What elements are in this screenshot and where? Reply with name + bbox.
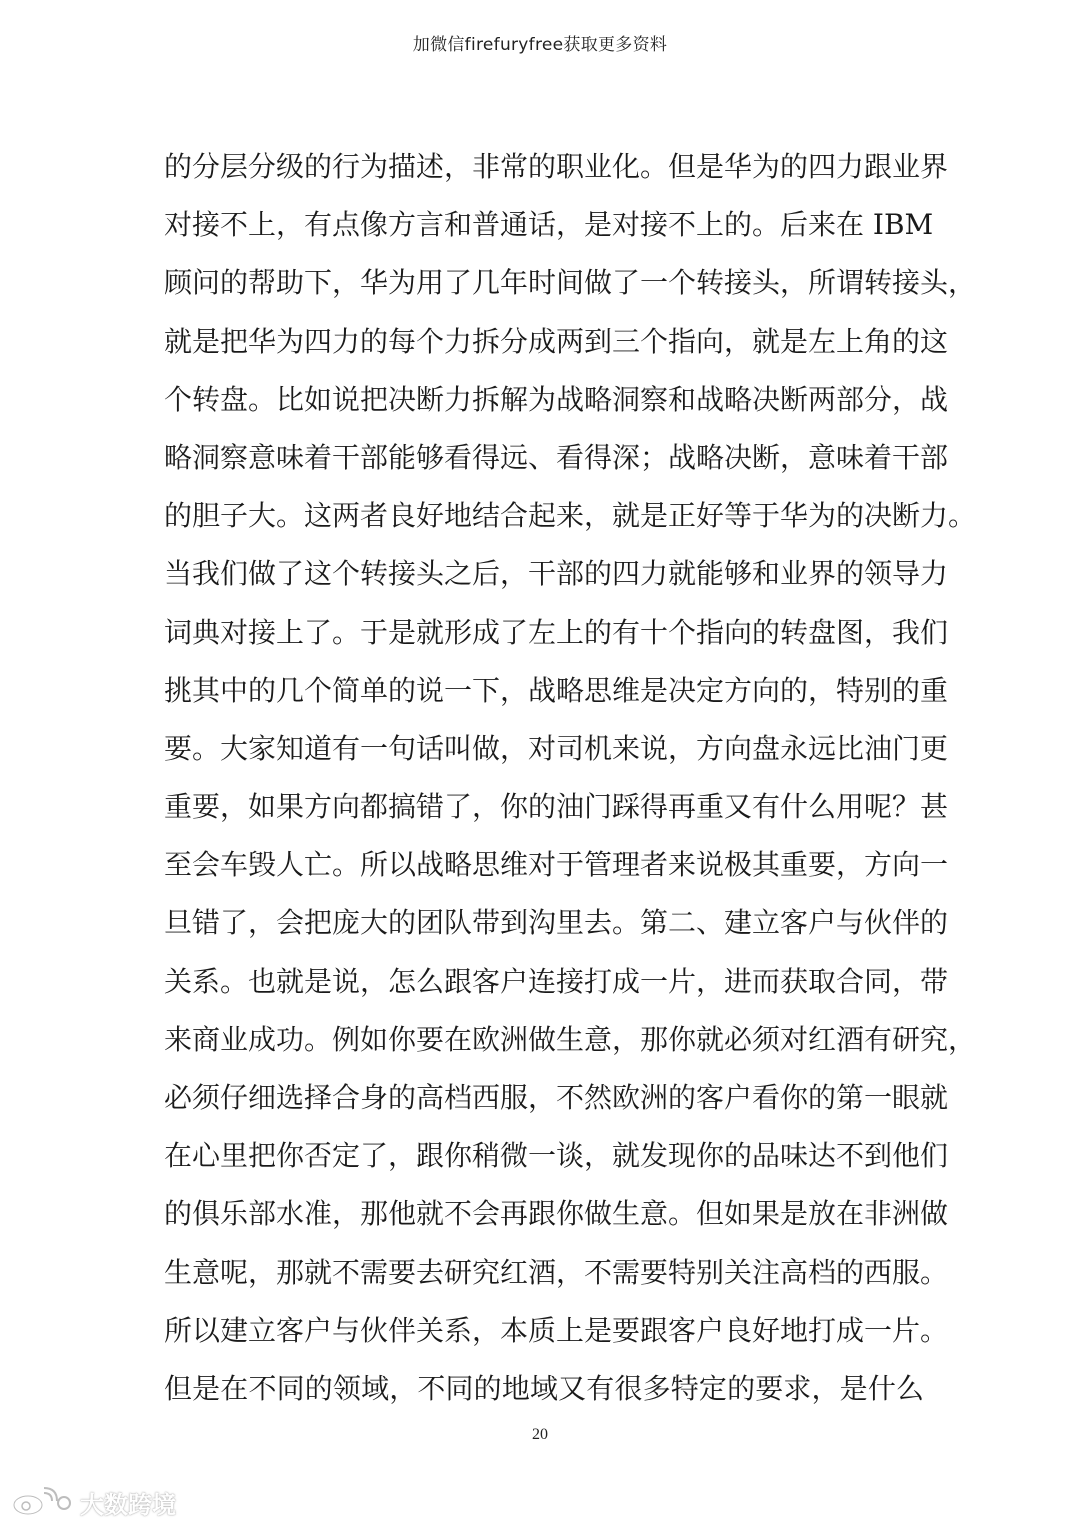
text-line: 生意呢，那就不需要去研究红酒，不需要特别关注高档的西服。 (164, 1255, 949, 1289)
text-line: 重要，如果方向都搞错了，你的油门踩得再重又有什么用呢？甚 (164, 790, 949, 824)
weibo-logo-icon (10, 1487, 74, 1517)
text-line: 要。大家知道有一句话叫做，对司机来说，方向盘永远比油门更 (164, 731, 949, 765)
watermark (10, 1484, 176, 1520)
page-number: 20 (532, 1426, 548, 1443)
text-line: 但是在不同的领域，不同的地域又有很多特定的要求，是什么 (164, 1371, 924, 1405)
text-line: 所以建立客户与伙伴关系，本质上是要跟客户良好地打成一片。 (164, 1313, 949, 1347)
text-line: 的俱乐部水准，那他就不会再跟你做生意。但如果是放在非洲做 (164, 1197, 949, 1231)
text-line: 略洞察意味着干部能够看得远、看得深；战略决断，意味着干部 (164, 440, 949, 474)
body-text (164, 138, 977, 1418)
text-line: 对接不上，有点像方言和普通话，是对接不上的。后来在 IBM (164, 208, 934, 242)
text-line: 旦错了，会把庞大的团队带到沟里去。第二、建立客户与伙伴的 (164, 906, 949, 940)
text-line: 当我们做了这个转接头之后，干部的四力就能够和业界的领导力 (164, 557, 949, 591)
text-line: 挑其中的几个简单的说一下，战略思维是决定方向的，特别的重 (164, 673, 949, 707)
text-line: 必须仔细选择合身的高档西服，不然欧洲的客户看你的第一眼就 (164, 1081, 949, 1114)
text-line: 的分层分级的行为描述，非常的职业化。但是华为的四力跟业界 (164, 150, 949, 183)
text-line: 在心里把你否定了，跟你稍微一谈，就发现你的品味达不到他们 (164, 1139, 949, 1173)
text-line: 个转盘。比如说把决断力拆解为战略洞察和战略决断两部分，战 (164, 382, 949, 416)
text-line: 的胆子大。这两者良好地结合起来，就是正好等于华为的决断力。 (164, 499, 977, 533)
text-line: 关系。也就是说，怎么跟客户连接打成一片，进而获取合同，带 (164, 964, 949, 998)
page-header: 加微信firefuryfree获取更多资料 (412, 35, 668, 55)
text-line: 就是把华为四力的每个力拆分成两到三个指向，就是左上角的这 (164, 324, 949, 358)
text-line: 顾问的帮助下，华为用了几年时间做了一个转接头，所谓转接头， (164, 266, 977, 300)
text-line: 来商业成功。例如你要在欧洲做生意，那你就必须对红酒有研究， (164, 1022, 977, 1056)
watermark-text: 大数跨境 (80, 1490, 176, 1519)
text-line: 词典对接上了。于是就形成了左上的有十个指向的转盘图，我们 (164, 615, 949, 649)
text-line: 至会车毁人亡。所以战略思维对于管理者来说极其重要，方向一 (164, 848, 949, 882)
